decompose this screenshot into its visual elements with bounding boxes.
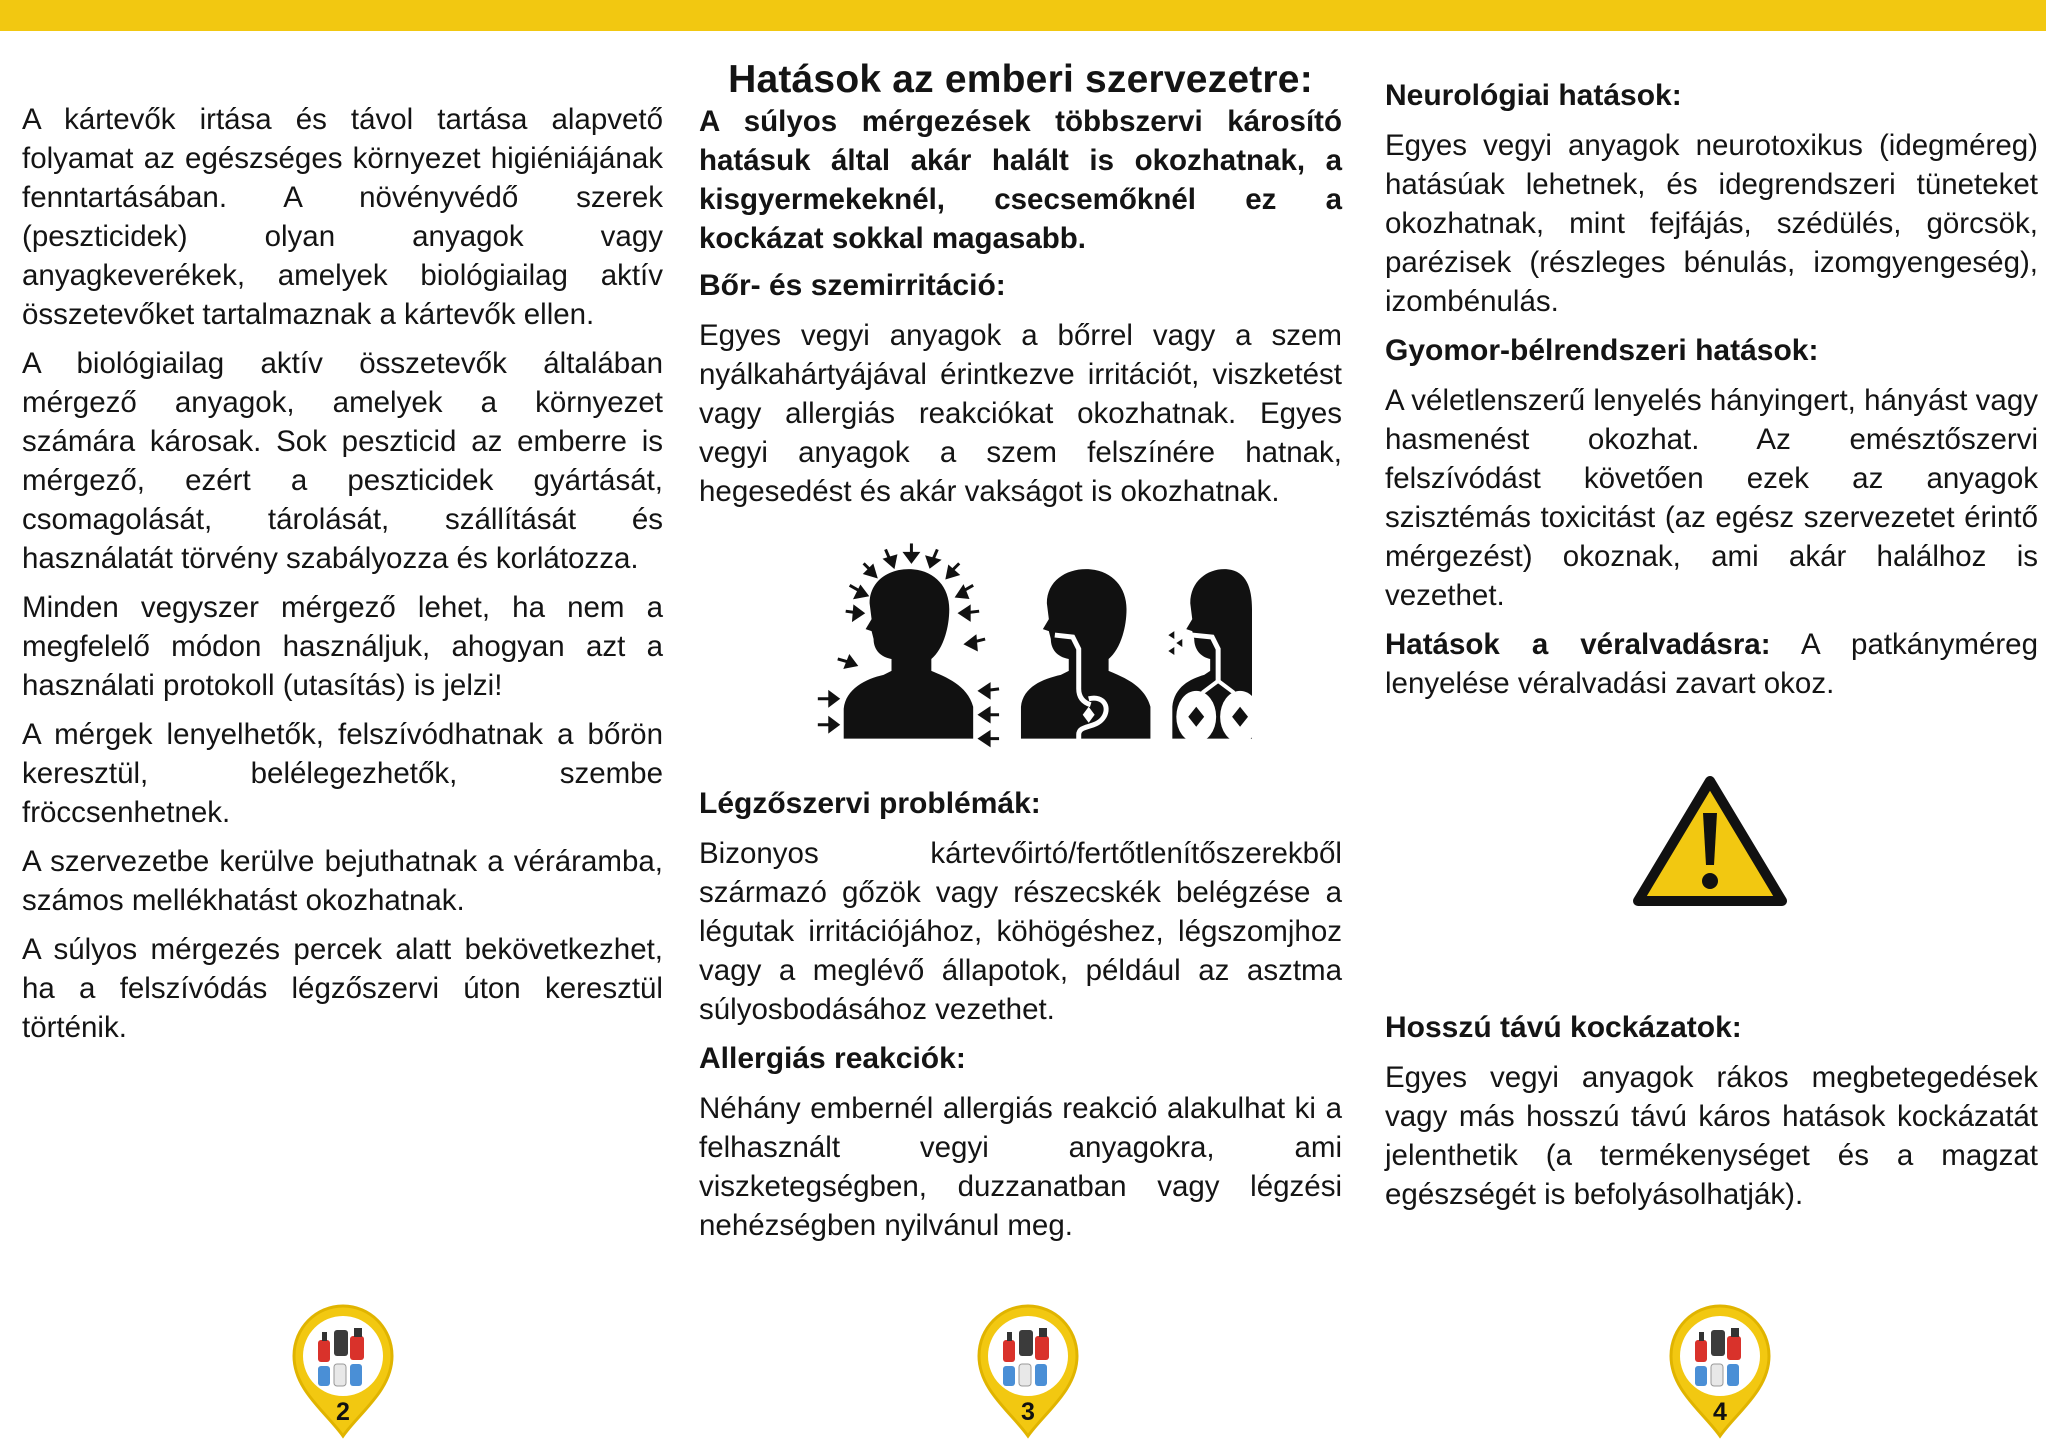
- neuro-text: Egyes vegyi anyagok neurotoxikus (idegméreg) hatásúak lehetnek, és idegrendszeri tüneteket okozhatnak, mint fejfájás, szédülés, görcsök, parézisek (részleges bénulás, izomgyengeség), izombénulás.: [1385, 129, 2038, 318]
- neuro-heading: Neurológiai hatások:: [1385, 79, 1682, 112]
- page-number: 2: [336, 1398, 350, 1426]
- blood-paragraph: [1385, 625, 2038, 703]
- warning-triangle-icon: [1385, 773, 2038, 909]
- respiratory-figure: [1168, 569, 1252, 742]
- page-badge: [973, 1300, 1083, 1440]
- gi-text: A véletlenszerű lenyelés hányingert, hányást vagy hasmenést okozhat. Az emésztőszervi felszívódást követően ezek az anyagok szisztémás toxicitást (az egész szervezetet érintő mérgezést) okoznak, ami akár halálhoz is vezethet.: [1385, 384, 2038, 612]
- skin-eye-text: Egyes vegyi anyagok a bőrrel vagy a szem nyálkahártyájával érintkezve irritációt, viszketést vagy allergiás reakciókat okozhatnak. Egyes vegyi anyagok a szem felszínére hatnak, hegesedést és akár vakságot is okozhatnak.: [699, 319, 1342, 508]
- page-badge: [1665, 1300, 1775, 1440]
- gi-heading: Gyomor-bélrendszeri hatások:: [1385, 334, 1819, 367]
- human-body-exposure-icon: [774, 539, 1252, 765]
- blood-text: A patkányméreg lenyelése véralvadási zavart okoz.: [1385, 628, 2038, 700]
- intro-paragraph-2: A biológiailag aktív összetevők általában mérgező anyagok, amelyek a környezet számára károsak. Sok peszticid az emberre is mérgező, ezért a peszticidek gyártását, csomagolását, tárolását, szállítását és használatát törvény szabályozza és korlátozza.: [22, 347, 663, 575]
- column-effects: [699, 58, 1342, 1255]
- long-term-heading: Hosszú távú kockázatok:: [1385, 1011, 1742, 1044]
- digestive-figure: [1021, 569, 1150, 748]
- long-term-text: Egyes vegyi anyagok rákos megbetegedések vagy más hosszú távú káros hatások kockázatát jelenthetik (a termékenységet és a magzat egészségét is befolyásolhatják).: [1385, 1061, 2038, 1211]
- lead-paragraph: A súlyos mérgezések többszervi károsító hatásuk által akár halált is okozhatnak, a kisgyermekeknél, csecsemőknél ez a kockázat sokkal magasabb.: [699, 105, 1342, 255]
- allergy-text: Néhány embernél allergiás reakció alakulhat ki a felhasznált vegyi anyagokra, ami viszketegségben, duzzanatban vagy légzési nehézségben nyilvánul meg.: [699, 1092, 1342, 1242]
- page-number: 3: [1021, 1398, 1035, 1426]
- intro-paragraph-5: A szervezetbe kerülve bejuthatnak a véráramba, számos mellékhatást okozhatnak.: [22, 845, 663, 917]
- respiratory-heading: Légzőszervi problémák:: [699, 787, 1041, 820]
- intro-paragraph-1: A kártevők irtása és távol tartása alapvető folyamat az egészséges környezet higiéniájának fenntartásában. A növényvédő szerek (peszticidek) olyan anyagok vagy anyagkeverékek, amelyek biológiailag aktív összetevőket tartalmaznak a kártevők ellen.: [22, 103, 663, 331]
- skin-eye-heading: Bőr- és szemirritáció:: [699, 269, 1006, 302]
- intro-paragraph-6: A súlyos mérgezés percek alatt bekövetkezhet, ha a felszívódás légzőszervi úton keresztül történik.: [22, 933, 663, 1044]
- allergy-heading: Allergiás reakciók:: [699, 1042, 966, 1075]
- page-badge: [288, 1300, 398, 1440]
- respiratory-text: Bizonyos kártevőirtó/fertőtlenítőszerekből származó gőzök vagy részecskék belégzése a légutak irritációjához, köhögéshez, légszomjhoz vagy a meglévő állapotok, például az asztma súlyosbodásához vezethet.: [699, 837, 1342, 1026]
- page-title: Hatások az emberi szervezetre:: [728, 58, 1313, 101]
- blood-label: Hatások a véralvadásra:: [1385, 628, 1771, 661]
- page-number: 4: [1713, 1398, 1727, 1426]
- top-accent-bar: [0, 0, 2046, 31]
- intro-paragraph-3: Minden vegyszer mérgező lehet, ha nem a megfelelő módon használjuk, ahogyan azt a használati protokoll (utasítás) is jelzi!: [22, 591, 663, 702]
- intro-paragraph-4: A mérgek lenyelhetők, felszívódhatnak a bőrön keresztül, belélegezhetők, szembe fröccsenhetnek.: [22, 718, 663, 829]
- column-more-effects: [1385, 76, 2038, 1224]
- column-intro: [22, 100, 663, 1057]
